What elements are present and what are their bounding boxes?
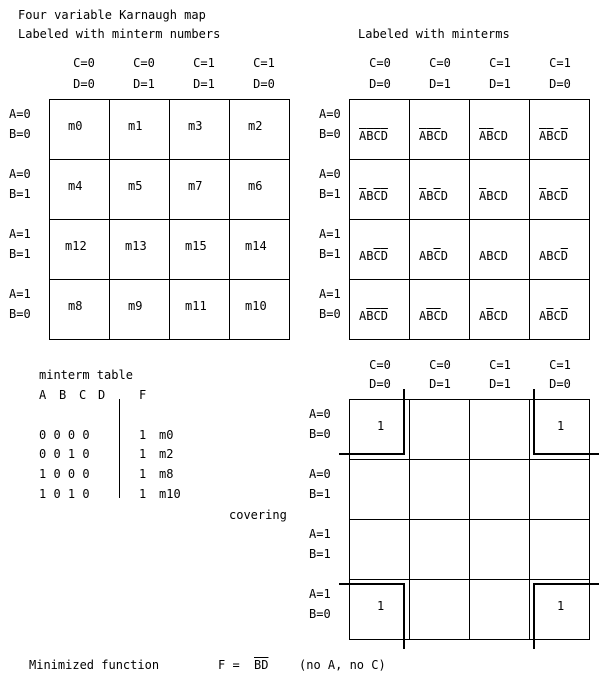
minterm-literal: A	[419, 309, 427, 323]
minterm-literal: $\overline{A}$	[479, 129, 487, 143]
col-header-c: C=0	[369, 358, 391, 372]
row-header-b: B=0	[9, 127, 31, 141]
minterm-literal: $\overline{B}$	[426, 129, 434, 143]
minterm-literal: B	[426, 189, 434, 203]
minterm-literal: B	[546, 249, 554, 263]
minterm-literal: $\overline{C}$	[373, 249, 381, 263]
minterm-literal: A	[479, 249, 487, 263]
row-header-a: A=1	[9, 287, 31, 301]
minterm-literal: $\overline{D}$	[380, 189, 388, 203]
table-header-f: F	[139, 388, 147, 402]
minterm-number: m1	[128, 119, 143, 133]
row-header-b: B=1	[309, 547, 331, 561]
row-header-a: A=0	[309, 407, 331, 421]
function-rhs: $\overline{BD}$	[254, 658, 269, 672]
minterm-literal: A	[539, 249, 547, 263]
minterm-literal: B	[426, 249, 434, 263]
minterm-literal: $\overline{C}$	[433, 129, 441, 143]
minterm-literal: B	[486, 189, 494, 203]
row-header-a: A=1	[9, 227, 31, 241]
col-header-c: C=1	[489, 358, 511, 372]
minterm-literal: C	[553, 129, 561, 143]
col-header-d: D=1	[489, 77, 511, 91]
col-header-c: C=1	[549, 56, 571, 70]
minterm-table-title: minterm table	[39, 368, 133, 382]
minterm-literal: $\overline{B}$	[486, 309, 494, 323]
row-header-a: A=0	[319, 167, 341, 181]
minterm-literal: D	[500, 309, 508, 323]
minterm-literal: $\overline{A}$	[539, 129, 547, 143]
minterm-number: m9	[128, 299, 143, 313]
col-header-c: C=0	[429, 56, 451, 70]
row-header-a: A=0	[9, 167, 31, 181]
minterm-literal: D	[440, 189, 448, 203]
map-title-line1: Four variable Karnaugh map	[18, 8, 206, 22]
minterm-literal: C	[553, 309, 561, 323]
minterm-number: m15	[185, 239, 207, 253]
minterm-literal: $\overline{D}$	[380, 309, 388, 323]
minterm-literal: $\overline{D}$	[380, 249, 388, 263]
minterm-literal: $\overline{D}$	[560, 249, 568, 263]
minterm-literal: C	[553, 189, 561, 203]
minimized-label: Minimized function	[29, 658, 160, 672]
row-header-a: A=0	[319, 107, 341, 121]
table-header-a: A	[39, 388, 47, 402]
row-header-b: B=1	[9, 187, 31, 201]
table-row-minterm: m8	[159, 467, 174, 481]
row-header-a: A=1	[319, 227, 341, 241]
minterm-literal: C	[553, 249, 561, 263]
minterm-literal: C	[493, 189, 501, 203]
col-header-d: D=0	[549, 377, 571, 391]
table-row-bits: 0 0 1 0	[39, 447, 90, 461]
minterm-literal: $\overline{A}$	[359, 129, 367, 143]
map-title-right: Labeled with minterms	[358, 27, 510, 41]
table-header-c: C	[79, 388, 87, 402]
table-header-b: B	[59, 388, 67, 402]
row-header-b: B=1	[319, 187, 341, 201]
table-row-f: 1	[139, 487, 147, 501]
minterm-literal: D	[440, 129, 448, 143]
minterm-number: m4	[68, 179, 83, 193]
col-header-d: D=0	[369, 77, 391, 91]
minterm-literal: C	[493, 129, 501, 143]
col-header-c: C=1	[549, 358, 571, 372]
minterm-literal: $\overline{D}$	[560, 189, 568, 203]
cover-value: 1	[557, 419, 565, 433]
minterm-literal: D	[500, 129, 508, 143]
minterm-number: m2	[248, 119, 263, 133]
minterm-literal: B	[366, 249, 374, 263]
col-header-d: D=0	[73, 77, 95, 91]
minterm-number: m5	[128, 179, 143, 193]
minterm-number: m7	[188, 179, 203, 193]
minterm-number: m10	[245, 299, 267, 313]
row-header-a: A=1	[309, 587, 331, 601]
minterm-literal: C	[493, 249, 501, 263]
minterm-literal: A	[359, 249, 367, 263]
minterm-literal: B	[486, 249, 494, 263]
minterm-literal: $\overline{D}$	[380, 129, 388, 143]
cover-value: 1	[377, 419, 385, 433]
minterm-literal: A	[359, 309, 367, 323]
row-header-b: B=0	[309, 427, 331, 441]
minterm-literal: $\overline{B}$	[426, 309, 434, 323]
row-header-b: B=0	[319, 307, 341, 321]
cover-bracket-bottom-left	[339, 584, 404, 649]
row-header-b: B=1	[309, 487, 331, 501]
minterm-literal: A	[479, 309, 487, 323]
minterm-number: m3	[188, 119, 203, 133]
covering-label: covering	[229, 508, 287, 522]
minterm-number: m14	[245, 239, 267, 253]
col-header-d: D=1	[193, 77, 215, 91]
table-row-f: 1	[139, 447, 147, 461]
minterm-literal: B	[366, 189, 374, 203]
minterm-literal: D	[500, 249, 508, 263]
col-header-d: D=1	[429, 77, 451, 91]
minterm-literal: $\overline{B}$	[366, 129, 374, 143]
col-header-c: C=0	[429, 358, 451, 372]
minterm-literal: $\overline{A}$	[419, 129, 427, 143]
minterm-literal: $\overline{A}$	[359, 189, 367, 203]
col-header-d: D=1	[133, 77, 155, 91]
minterm-literal: $\overline{C}$	[433, 249, 441, 263]
col-header-d: D=1	[489, 377, 511, 391]
col-header-c: C=0	[73, 56, 95, 70]
minterm-literal: $\overline{D}$	[560, 129, 568, 143]
cover-value: 1	[377, 599, 385, 613]
minterm-literal: D	[440, 249, 448, 263]
minterm-literal: $\overline{C}$	[373, 129, 381, 143]
col-header-d: D=0	[549, 77, 571, 91]
cover-bracket-bottom-right	[534, 584, 599, 649]
table-row-minterm: m2	[159, 447, 174, 461]
minterm-literal: $\overline{B}$	[486, 129, 494, 143]
cover-bracket-top-right	[534, 389, 599, 454]
table-row-bits: 1 0 1 0	[39, 487, 90, 501]
row-header-a: A=1	[319, 287, 341, 301]
minterm-literal: $\overline{C}$	[373, 189, 381, 203]
minterm-number: m8	[68, 299, 83, 313]
minterm-literal: $\overline{B}$	[546, 309, 554, 323]
minterm-number: m11	[185, 299, 207, 313]
col-header-d: D=0	[253, 77, 275, 91]
row-header-b: B=0	[9, 307, 31, 321]
minterm-literal: $\overline{B}$	[546, 129, 554, 143]
cover-value: 1	[557, 599, 565, 613]
minterm-literal: $\overline{C}$	[373, 309, 381, 323]
row-header-b: B=0	[319, 127, 341, 141]
minterm-number: m13	[125, 239, 147, 253]
table-row-f: 1	[139, 467, 147, 481]
minterm-literal: D	[500, 189, 508, 203]
function-lhs: F =	[218, 658, 247, 672]
minterm-number: m6	[248, 179, 263, 193]
table-row-f: 1	[139, 428, 147, 442]
minterm-literal: $\overline{C}$	[433, 309, 441, 323]
col-header-c: C=1	[193, 56, 215, 70]
table-row-minterm: m0	[159, 428, 174, 442]
row-header-a: A=1	[309, 527, 331, 541]
minterm-literal: $\overline{B}$	[366, 309, 374, 323]
minterm-number: m0	[68, 119, 83, 133]
minterm-literal: $\overline{A}$	[539, 189, 547, 203]
col-header-c: C=0	[133, 56, 155, 70]
function-note: (no A, no C)	[299, 658, 386, 672]
minterm-literal: A	[419, 249, 427, 263]
table-row-bits: 0 0 0 0	[39, 428, 90, 442]
col-header-c: C=1	[253, 56, 275, 70]
minterm-literal: $\overline{A}$	[419, 189, 427, 203]
minterm-literal: D	[440, 309, 448, 323]
col-header-c: C=1	[489, 56, 511, 70]
minterm-literal: B	[546, 189, 554, 203]
minterm-literal: C	[493, 309, 501, 323]
map-title-line2: Labeled with minterm numbers	[18, 27, 221, 41]
col-header-c: C=0	[369, 56, 391, 70]
col-header-d: D=1	[429, 377, 451, 391]
row-header-b: B=0	[309, 607, 331, 621]
row-header-a: A=0	[9, 107, 31, 121]
table-header-d: D	[98, 388, 106, 402]
col-header-d: D=0	[369, 377, 391, 391]
minterm-literal: $\overline{C}$	[433, 189, 441, 203]
minterm-literal: A	[539, 309, 547, 323]
row-header-b: B=1	[319, 247, 341, 261]
minterm-number: m12	[65, 239, 87, 253]
minterm-literal: $\overline{A}$	[479, 189, 487, 203]
row-header-b: B=1	[9, 247, 31, 261]
cover-bracket-top-left	[339, 389, 404, 454]
minterm-literal: $\overline{D}$	[560, 309, 568, 323]
table-row-bits: 1 0 0 0	[39, 467, 90, 481]
table-row-minterm: m10	[159, 487, 181, 501]
row-header-a: A=0	[309, 467, 331, 481]
